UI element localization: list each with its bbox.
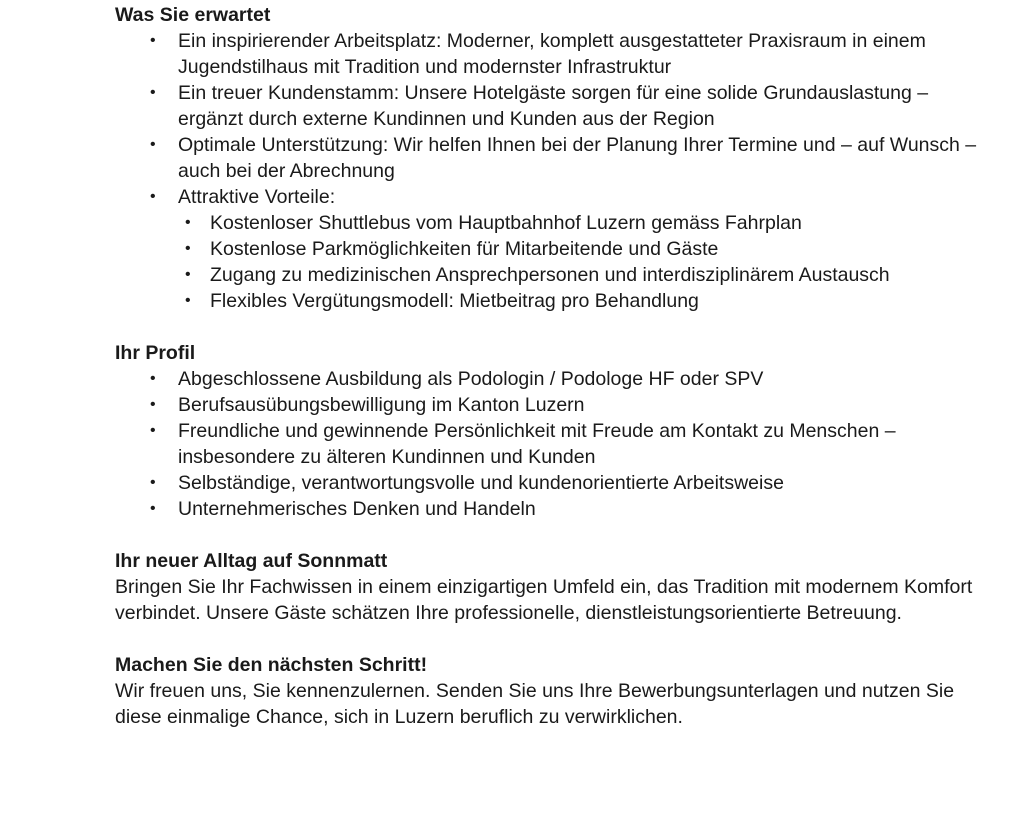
list-item-text: Ein treuer Kundenstamm: Unsere Hotelgäste sorgen für eine solide Grundauslastung – ergänzt durch externe Kundinnen und Kunden aus der Region: [178, 82, 929, 130]
list-item-text: Attraktive Vorteile:: [178, 186, 336, 208]
list-item-text: Selbständige, verantwortungsvolle und kundenorientierte Arbeitsweise: [178, 472, 784, 494]
list-item: [115, 80, 995, 132]
bullet-icon: •: [150, 188, 156, 205]
bullet-icon: •: [150, 136, 156, 153]
expectations-list: [115, 28, 995, 314]
paragraph-daily-life: Bringen Sie Ihr Fachwissen in einem einzigartigen Umfeld ein, das Tradition mit modernem Komfort verbindet. Unsere Gäste schätzen Ihre professionelle, dienstleistungsorientierte Betreuung.: [115, 576, 973, 624]
section-spacer: [115, 522, 995, 548]
benefits-sublist: [178, 210, 995, 314]
section-heading-daily-life: Ihr neuer Alltag auf Sonnmatt: [115, 550, 388, 572]
bullet-icon: •: [150, 474, 156, 491]
list-item: [115, 28, 995, 80]
bullet-icon: •: [185, 240, 191, 257]
sublist-item: [178, 288, 995, 314]
sublist-item: [178, 236, 995, 262]
list-item: [115, 132, 995, 184]
list-item: [115, 392, 995, 418]
section-heading-expectations: Was Sie erwartet: [115, 4, 271, 26]
sublist-item-text: Kostenloser Shuttlebus vom Hauptbahnhof Luzern gemäss Fahrplan: [210, 212, 802, 234]
section-heading-profile: Ihr Profil: [115, 342, 196, 364]
sublist-item-text: Flexibles Vergütungsmodell: Mietbeitrag pro Behandlung: [210, 290, 699, 312]
section-expectations: [115, 2, 995, 314]
section-profile: [115, 340, 995, 522]
section-spacer: [115, 314, 995, 340]
sublist-item-text: Kostenlose Parkmöglichkeiten für Mitarbeitende und Gäste: [210, 238, 719, 260]
list-item: [115, 496, 995, 522]
bullet-icon: •: [185, 214, 191, 231]
profile-list: [115, 366, 995, 522]
section-heading-next-step: Machen Sie den nächsten Schritt!: [115, 654, 428, 676]
bullet-icon: •: [150, 32, 156, 49]
bullet-icon: •: [150, 500, 156, 517]
bullet-icon: •: [150, 84, 156, 101]
list-item: [115, 470, 995, 496]
document-body: [115, 2, 995, 730]
list-item: [115, 184, 995, 314]
list-item-text: Freundliche und gewinnende Persönlichkeit mit Freude am Kontakt zu Menschen – insbesondere zu älteren Kundinnen und Kunden: [178, 420, 896, 468]
list-item: [115, 366, 995, 392]
list-item-text: Optimale Unterstützung: Wir helfen Ihnen bei der Planung Ihrer Termine und – auf Wunsch – auch bei der Abrechnung: [178, 134, 977, 182]
paragraph-next-step: Wir freuen uns, Sie kennenzulernen. Senden Sie uns Ihre Bewerbungsunterlagen und nutzen Sie diese einmalige Chance, sich in Luzern beruflich zu verwirklichen.: [115, 680, 955, 728]
bullet-icon: •: [150, 370, 156, 387]
bullet-icon: •: [185, 292, 191, 309]
list-item-text: Abgeschlossene Ausbildung als Podologin / Podologe HF oder SPV: [178, 368, 764, 390]
list-item-text: Unternehmerisches Denken und Handeln: [178, 498, 536, 520]
section-spacer: [115, 626, 995, 652]
sublist-item-text: Zugang zu medizinischen Ansprechpersonen und interdisziplinärem Austausch: [210, 264, 890, 286]
sublist-item: [178, 262, 995, 288]
section-daily-life: [115, 548, 995, 626]
bullet-icon: •: [185, 266, 191, 283]
bullet-icon: •: [150, 396, 156, 413]
section-next-step: [115, 652, 995, 730]
list-item-text: Berufsausübungsbewilligung im Kanton Luzern: [178, 394, 585, 416]
list-item-text: Ein inspirierender Arbeitsplatz: Moderner, komplett ausgestatteter Praxisraum in einem Jugendstilhaus mit Tradition und modernster Infrastruktur: [178, 30, 926, 78]
list-item: [115, 418, 995, 470]
bullet-icon: •: [150, 422, 156, 439]
sublist-item: [178, 210, 995, 236]
